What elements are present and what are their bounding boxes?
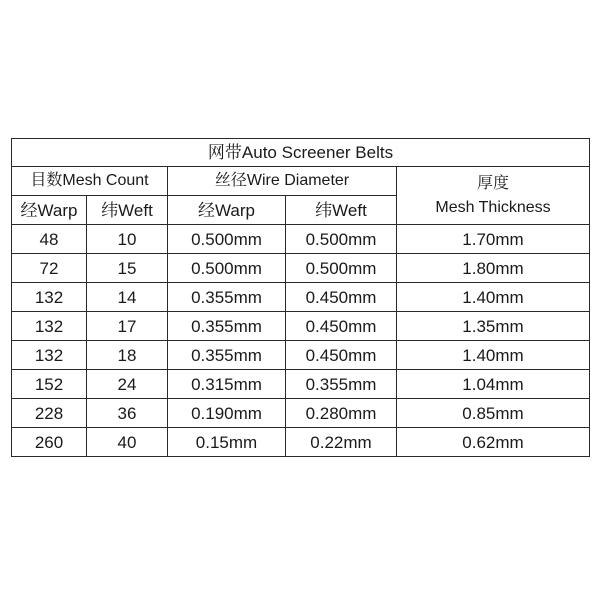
table-row xyxy=(12,225,590,254)
wire-warp-cell: 0.15mm xyxy=(168,428,286,457)
wire-weft-cell: 0.450mm xyxy=(286,283,397,312)
mesh-warp-cell: 152 xyxy=(12,370,87,399)
mesh-warp-cell: 132 xyxy=(12,341,87,370)
wire-warp-header: 经Warp xyxy=(168,196,286,225)
thickness-cell: 0.85mm xyxy=(397,399,590,428)
wire-weft-cell: 0.355mm xyxy=(286,370,397,399)
mesh-warp-cell: 48 xyxy=(12,225,87,254)
wire-weft-header: 纬Weft xyxy=(286,196,397,225)
mesh-warp-cell: 132 xyxy=(12,283,87,312)
table-title: 网带Auto Screener Belts xyxy=(12,139,590,167)
wire-warp-cell: 0.500mm xyxy=(168,225,286,254)
wire-diameter-header: 丝径Wire Diameter xyxy=(168,167,397,196)
thickness-cell: 1.35mm xyxy=(397,312,590,341)
wire-warp-cell: 0.500mm xyxy=(168,254,286,283)
mesh-weft-cell: 36 xyxy=(87,399,168,428)
mesh-warp-cell: 260 xyxy=(12,428,87,457)
wire-warp-cell: 0.355mm xyxy=(168,283,286,312)
thickness-cell: 0.62mm xyxy=(397,428,590,457)
wire-weft-cell: 0.280mm xyxy=(286,399,397,428)
mesh-weft-cell: 10 xyxy=(87,225,168,254)
mesh-weft-cell: 18 xyxy=(87,341,168,370)
mesh-warp-cell: 228 xyxy=(12,399,87,428)
thickness-cell: 1.70mm xyxy=(397,225,590,254)
thickness-cell: 1.40mm xyxy=(397,341,590,370)
wire-warp-cell: 0.355mm xyxy=(168,341,286,370)
thickness-cell: 1.80mm xyxy=(397,254,590,283)
wire-weft-cell: 0.450mm xyxy=(286,341,397,370)
wire-weft-cell: 0.500mm xyxy=(286,254,397,283)
table-row xyxy=(12,254,590,283)
table-row xyxy=(12,370,590,399)
thickness-cell: 1.40mm xyxy=(397,283,590,312)
table-row xyxy=(12,312,590,341)
table-row xyxy=(12,399,590,428)
wire-warp-cell: 0.355mm xyxy=(168,312,286,341)
mesh-weft-header: 纬Weft xyxy=(87,196,168,225)
wire-weft-cell: 0.500mm xyxy=(286,225,397,254)
mesh-weft-cell: 17 xyxy=(87,312,168,341)
thickness-cell: 1.04mm xyxy=(397,370,590,399)
mesh-weft-cell: 24 xyxy=(87,370,168,399)
mesh-warp-cell: 132 xyxy=(12,312,87,341)
wire-weft-cell: 0.450mm xyxy=(286,312,397,341)
mesh-warp-cell: 72 xyxy=(12,254,87,283)
table-row xyxy=(12,428,590,457)
mesh-weft-cell: 15 xyxy=(87,254,168,283)
table-row xyxy=(12,283,590,312)
table-row xyxy=(12,341,590,370)
mesh-weft-cell: 40 xyxy=(87,428,168,457)
mesh-warp-header: 经Warp xyxy=(12,196,87,225)
spec-table xyxy=(11,138,590,457)
mesh-thickness-header xyxy=(397,167,590,225)
title-row xyxy=(12,139,590,167)
mesh-thickness-header-cn: 厚度 xyxy=(477,175,510,193)
mesh-count-header: 目数Mesh Count xyxy=(12,167,168,196)
group-header-row xyxy=(12,167,590,196)
mesh-weft-cell: 14 xyxy=(87,283,168,312)
wire-warp-cell: 0.190mm xyxy=(168,399,286,428)
wire-warp-cell: 0.315mm xyxy=(168,370,286,399)
wire-weft-cell: 0.22mm xyxy=(286,428,397,457)
spec-table-body xyxy=(12,139,590,457)
mesh-thickness-header-en: Mesh Thickness xyxy=(435,198,551,216)
